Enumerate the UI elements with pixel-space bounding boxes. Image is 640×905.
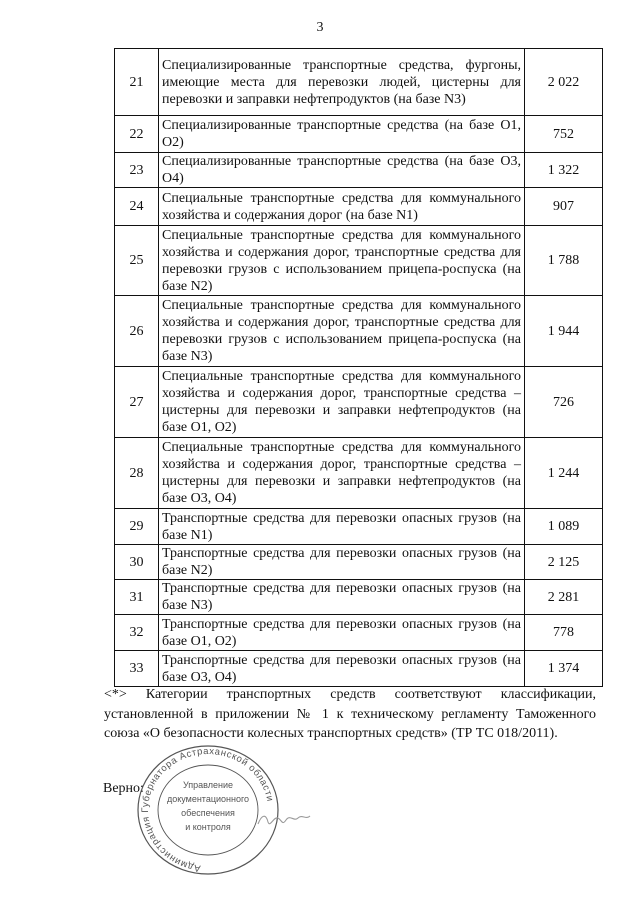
stamp-center-line: Управление (182, 780, 234, 790)
table-row (115, 615, 603, 651)
table-row (115, 116, 603, 153)
row-value: 2 281 (525, 580, 603, 615)
row-description: Специализированные транспортные средства (на базе O1, O2) (159, 116, 525, 153)
row-number: 33 (115, 651, 159, 687)
row-description: Специальные транспортные средства для коммунального хозяйства и содержания дорог, транспортные средства для перевозки грузов с использованием прицепа-роспуска (на базе N3) (159, 296, 525, 367)
footnote (104, 685, 596, 744)
table-row (115, 226, 603, 296)
row-number: 21 (115, 49, 159, 116)
table-row (115, 545, 603, 580)
row-value: 1 944 (525, 296, 603, 367)
row-number: 23 (115, 153, 159, 188)
row-value: 752 (525, 116, 603, 153)
table-row (115, 438, 603, 509)
table-row (115, 509, 603, 545)
row-description: Транспортные средства для перевозки опасных грузов (на базе O3, O4) (159, 651, 525, 687)
row-number: 28 (115, 438, 159, 509)
stamp-center-line: обеспечения (181, 808, 235, 818)
row-description: Транспортные средства для перевозки опасных грузов (на базе N1) (159, 509, 525, 545)
verno-label: Верно: (103, 781, 144, 796)
row-description: Транспортные средства для перевозки опасных грузов (на базе N3) (159, 580, 525, 615)
row-value: 1 089 (525, 509, 603, 545)
handwritten-signature (256, 806, 312, 832)
stamp-center-line: документационного (166, 794, 250, 804)
row-number: 32 (115, 615, 159, 651)
row-number: 22 (115, 116, 159, 153)
row-value: 1 244 (525, 438, 603, 509)
row-number: 30 (115, 545, 159, 580)
row-value: 1 374 (525, 651, 603, 687)
row-value: 2 125 (525, 545, 603, 580)
row-description: Специальные транспортные средства для коммунального хозяйства и содержания дорог, транспортные средства – цистерны для перевозки и заправки нефтепродуктов (на базе O3, O4) (159, 438, 525, 509)
row-number: 31 (115, 580, 159, 615)
row-description: Транспортные средства для перевозки опасных грузов (на базе N2) (159, 545, 525, 580)
row-number: 25 (115, 226, 159, 296)
row-number: 27 (115, 367, 159, 438)
table-row (115, 580, 603, 615)
page-number: 3 (316, 20, 324, 35)
table-row (115, 367, 603, 438)
footnote-text: <*> Категории транспортных средств соответствуют классификации, установленной в приложении № 1 к техническому регламенту Таможенного союза «О безопасности колесных транспортных средств» (ТР ТС 018/2011). (104, 687, 596, 741)
row-description: Транспортные средства для перевозки опасных грузов (на базе O1, O2) (159, 615, 525, 651)
row-value: 726 (525, 367, 603, 438)
table-row (115, 651, 603, 687)
row-value: 778 (525, 615, 603, 651)
row-description: Специализированные транспортные средства, фургоны, имеющие места для перевозки людей, цистерны для перевозки и заправки нефтепродуктов (на базе N3) (159, 49, 525, 116)
row-value: 1 788 (525, 226, 603, 296)
table-row (115, 296, 603, 367)
table-row (115, 49, 603, 116)
stamp-center-line: и контроля (185, 822, 231, 832)
vehicle-category-table (114, 48, 603, 687)
table-row (115, 153, 603, 188)
row-description: Специализированные транспортные средства (на базе O3, O4) (159, 153, 525, 188)
table-row (115, 188, 603, 226)
row-description: Специальные транспортные средства для коммунального хозяйства и содержания дорог (на базе N1) (159, 188, 525, 226)
row-number: 26 (115, 296, 159, 367)
row-value: 2 022 (525, 49, 603, 116)
row-number: 24 (115, 188, 159, 226)
row-description: Специальные транспортные средства для коммунального хозяйства и содержания дорог, транспортные средства – цистерны для перевозки и заправки нефтепродуктов (на базе O1, O2) (159, 367, 525, 438)
stamp-ring-text: Администрация Губернатора Астраханской области (140, 745, 276, 874)
row-value: 1 322 (525, 153, 603, 188)
row-description: Специальные транспортные средства для коммунального хозяйства и содержания дорог, транспортные средства для перевозки грузов с использованием прицепа-роспуска (на базе N2) (159, 226, 525, 296)
row-value: 907 (525, 188, 603, 226)
row-number: 29 (115, 509, 159, 545)
